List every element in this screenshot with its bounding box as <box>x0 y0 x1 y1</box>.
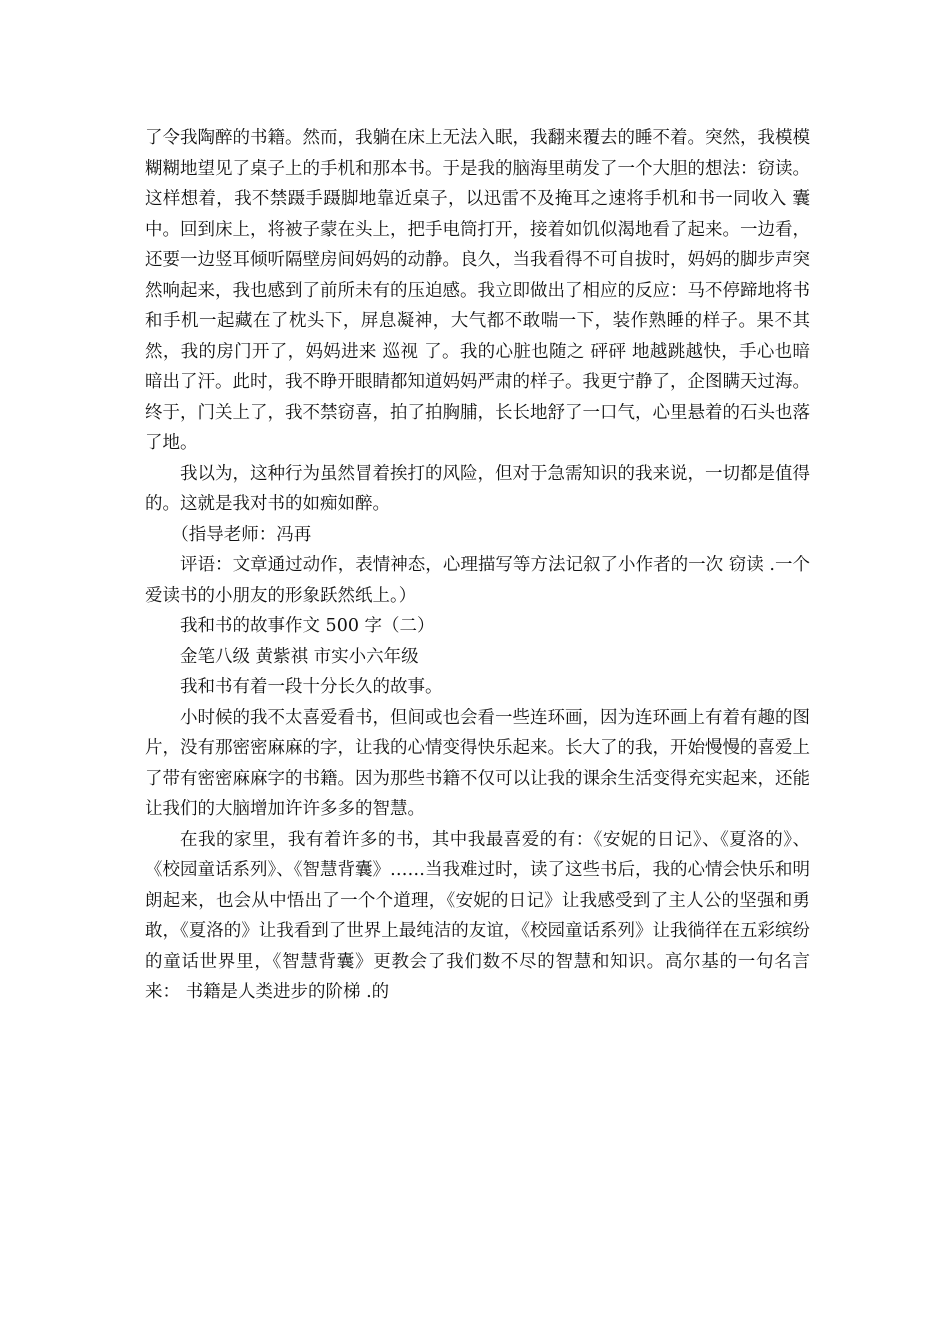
paragraph-conclusion: 我以为，这种行为虽然冒着挨打的风险，但对于急需知识的我来说，一切都是值得的。这就是我对书的如痴如醉。 <box>145 463 810 514</box>
author-line: 金笔八级 黄紫祺 市实小六年级 <box>180 646 419 667</box>
article-body <box>145 123 810 1008</box>
paragraph-intro: 我和书有着一段十分长久的故事。 <box>180 677 443 697</box>
teacher-credit: （指导老师：冯再 <box>171 524 312 545</box>
essay-title: 我和书的故事作文 500 字（二） <box>180 616 435 636</box>
paragraph-childhood: 小时候的我不太喜爱看书，但间或也会看一些连环画，因为连环画上有着有趣的图片，没有那密密麻麻的字，让我的心情变得快乐起来。长大了的我，开始慢慢的喜爱上了带有密密麻麻字的书籍。因为那些书籍不仅可以让我的课余生活变得充实起来，还能让我们的大脑增加许许多多的智慧。 <box>145 707 810 819</box>
teacher-comment: 评语：文章通过动作，表情神态，心理描写等方法记叙了小作者的一次 窃读 .一个爱读书的小朋友的形象跃然纸上。） <box>145 555 810 606</box>
paragraph-continued-story: 了令我陶醉的书籍。然而，我躺在床上无法入眠，我翻来覆去的睡不着。突然，我模模糊糊地望见了桌子上的手机和那本书。于是我的脑海里萌发了一个大胆的想法：窃读。这样想着，我不禁蹑手蹑脚地靠近桌子，以迅雷不及掩耳之速将手机和书一同收入 囊 中。回到床上，将被子蒙在头上，把手电筒打开，接着如饥似渴地看了起来。一边看，还要一边竖耳倾听隔壁房间妈妈的动静。良久，当我看得不可自拔时，妈妈的脚步声突然响起来，我也感到了前所未有的压迫感。我立即做出了相应的反应：马不停蹄地将书和手机一起藏在了枕头下，屏息凝神，大气都不敢喘一下，装作熟睡的样子。果不其然，我的房门开了，妈妈进来 巡视 了。我的心脏也随之 砰砰 地越跳越快，手心也暗暗出了汗。此时，我不睁开眼睛都知道妈妈严肃的样子。我更宁静了，企图瞒天过海。终于，门关上了，我不禁窃喜，拍了拍胸脯，长长地舒了一口气，心里悬着的石头也落了地。 <box>145 128 810 453</box>
paragraph-favorite-books: 在我的家里，我有着许多的书，其中我最喜爱的有：《安妮的日记》、《夏洛的》、《校园童话系列》、《智慧背囊》……当我难过时，读了这些书后，我的心情会快乐和明朗起来，也会从中悟出了一个个道理，《安妮的日记》让我感受到了主人公的坚强和勇敢，《夏洛的》让我看到了世界上最纯洁的友谊，《校园童话系列》让我徜徉在五彩缤纷的童话世界里，《智慧背囊》更教会了我们数不尽的智慧和知识。高尔基的一句名言来： 书籍是人类进步的阶梯 .的 <box>145 829 810 1002</box>
